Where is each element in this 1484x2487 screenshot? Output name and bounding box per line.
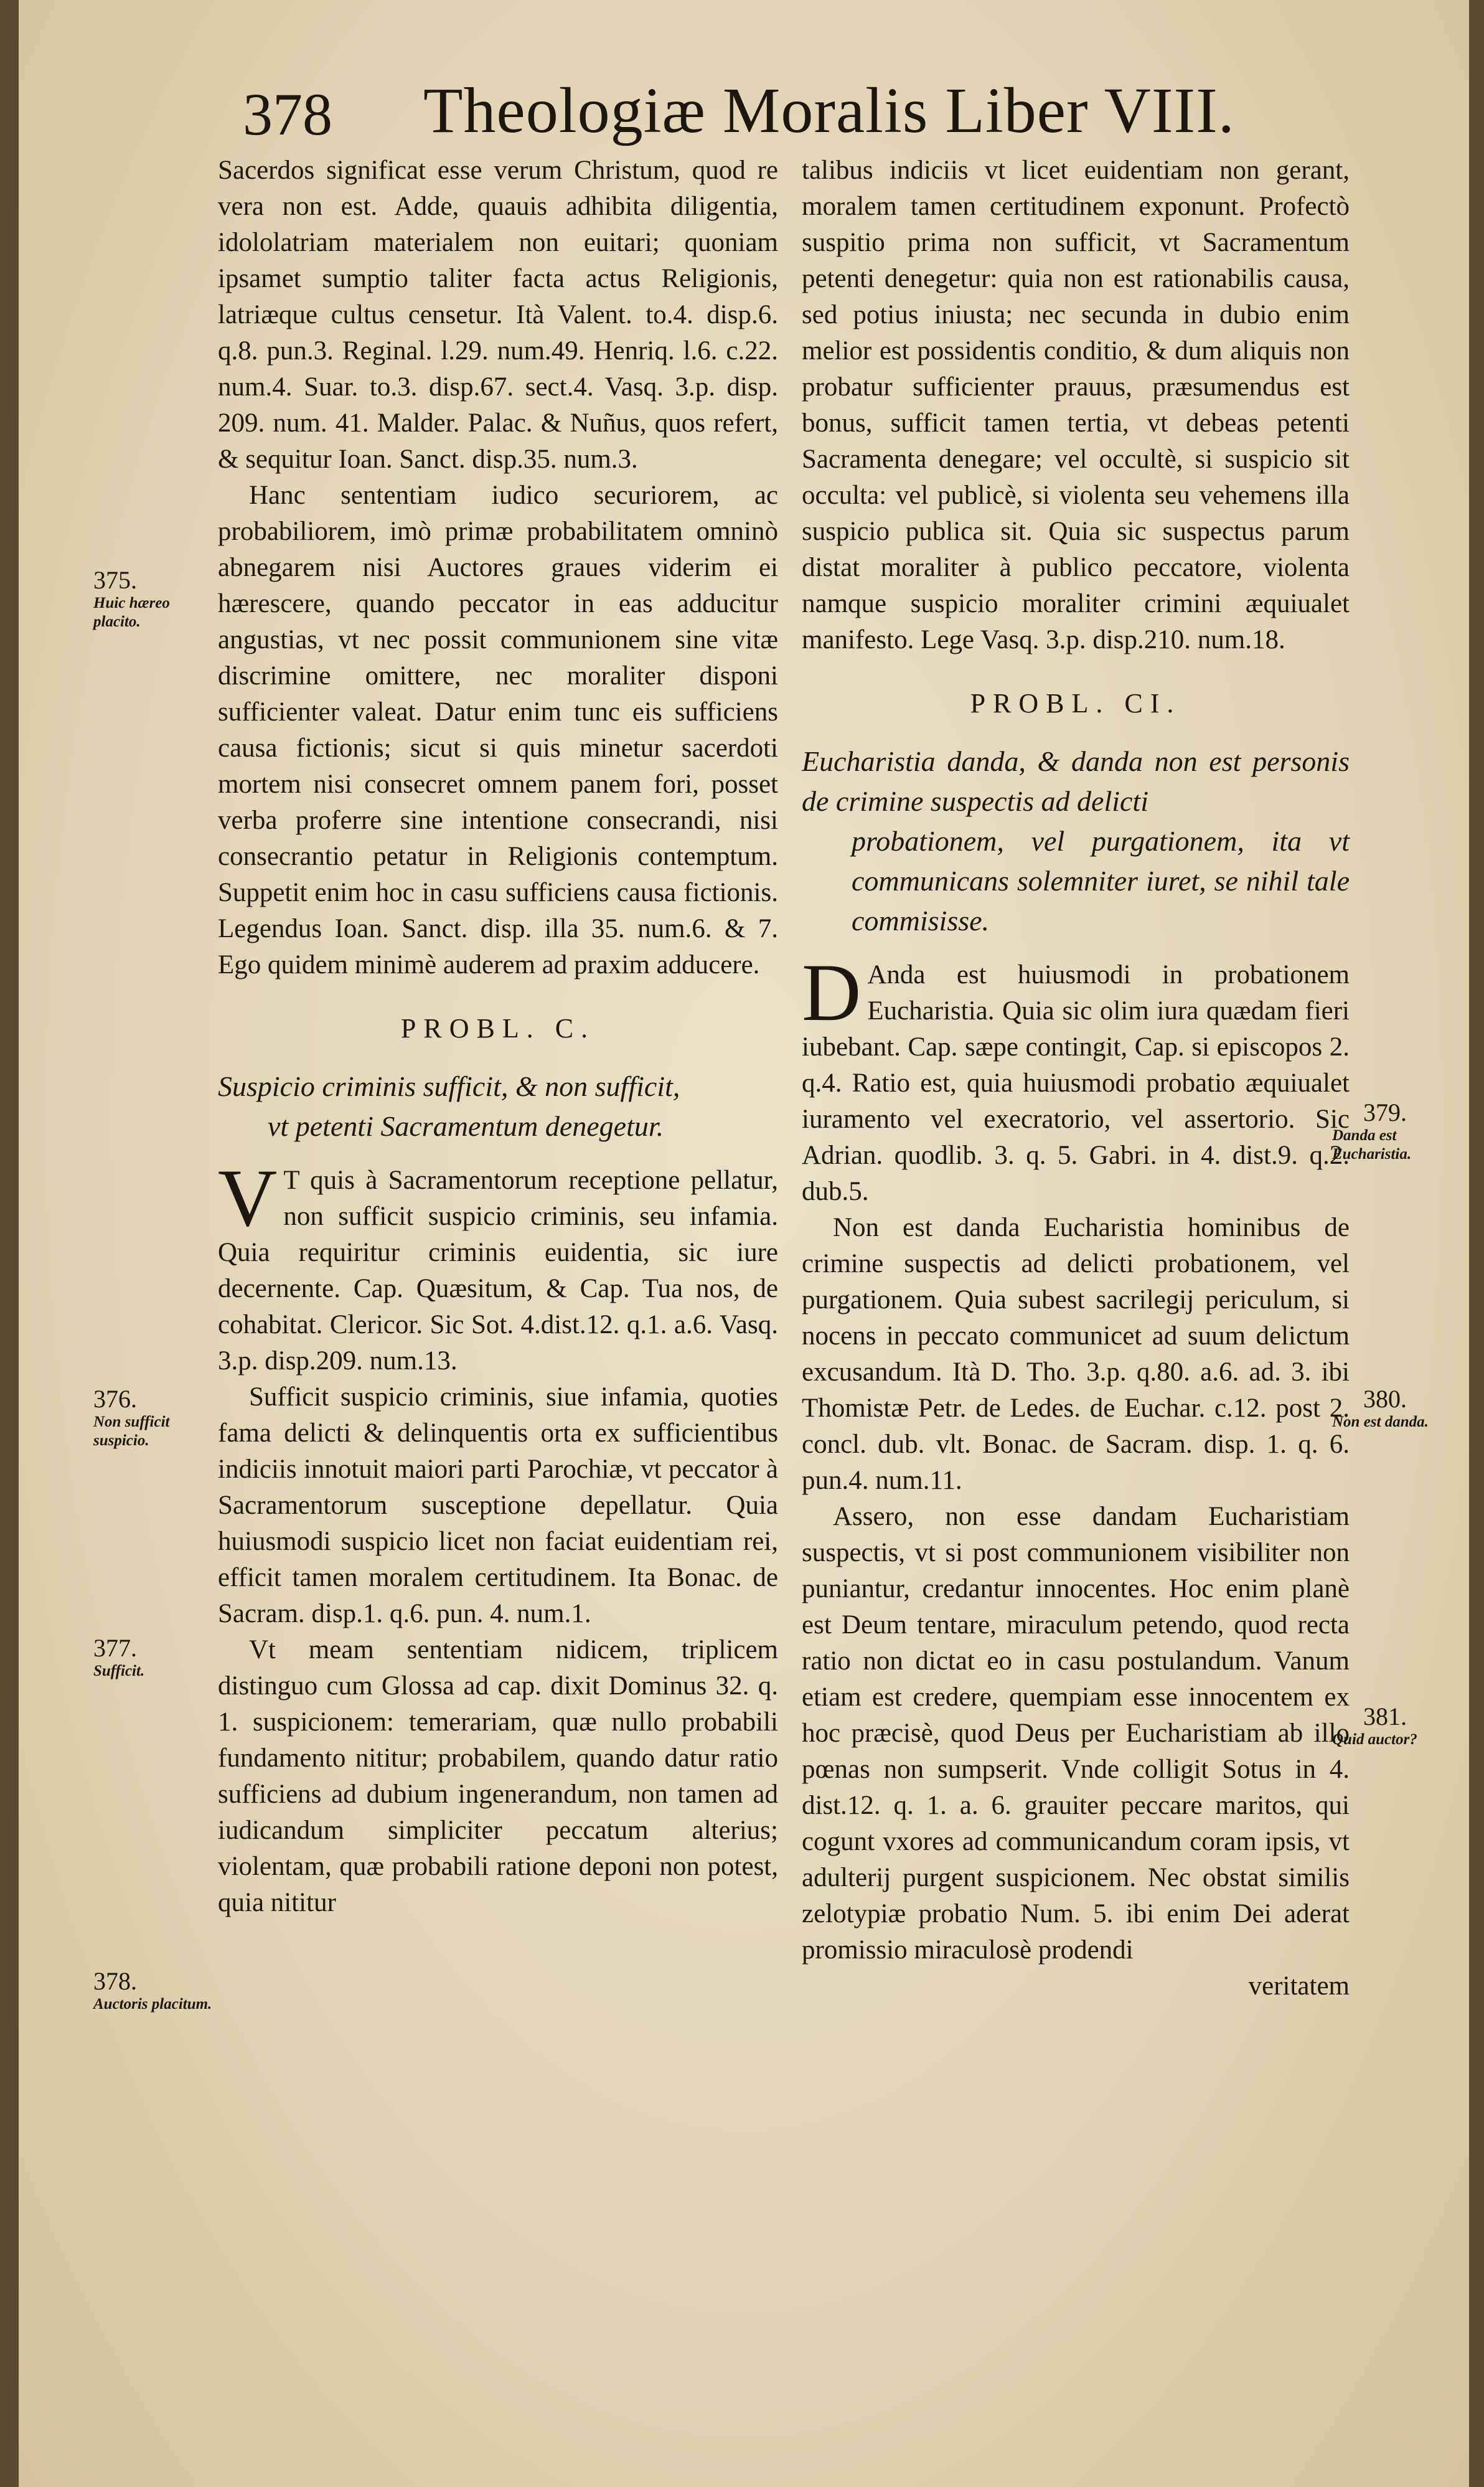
- drop-cap: D: [802, 946, 862, 1038]
- paragraph-text: Anda est huiusmodi in probationem Eucharistia. Quia sic olim iura quædam fieri iubebant. Cap. sæpe contingit, Cap. si episcopos 2. q.4. Ratio est, quia huiusmodi probatio æquiualet iuramento vel execratorio, vel assertorio. Sic Adrian. quodlib. 3. q. 5. Gabri. in 4. dist.9. q.2. dub.5.: [802, 960, 1350, 1206]
- margin-note-number: 381.: [1363, 1702, 1407, 1730]
- margin-note-number: 378.: [93, 1967, 137, 1995]
- paragraph: Assero, non esse dandam Eucharistiam suspectis, vt si post communionem visibiliter non puniantur, credantur innocentes. Hoc enim planè est Deum tentare, miraculum petendo, quod recta ratio non dictat eo in casu postulandum. Vanum etiam est credere, quempiam esse innocentem ex hoc præcisè, quod Deus per Eucharistiam ab illo pœnas non sumpserit. Vnde colligit Sotus in 4. dist.12. q. 1. a. 6. grauiter peccare maritos, qui cogunt vxores ad communicandum coram ipsis, vt adulterij purgent suspicionem. Nec obstat similis zelotypiæ probatio Num. 5. ibi enim Dei aderat promissio miraculosè prodendi: [802, 1502, 1350, 1965]
- paragraph: Sufficit suspicio criminis, siue infamia, quoties fama delicti & delinquentis orta ex sufficientibus indiciis innotuit maiori parti Parochiæ, vt peccator à Sacramentorum susceptione depellatur. Quia huiusmodi suspicio licet non faciat euidentiam rei, efficit tamen moralem certitudinem. Ita Bonac. de Sacram. disp.1. q.6. pun. 4. num.1.: [218, 1382, 778, 1628]
- catchword: veritatem: [1248, 1971, 1350, 2001]
- problem-title-line: vt petenti Sacramentum denegetur.: [268, 1110, 664, 1142]
- margin-note-375: [93, 567, 218, 631]
- margin-note-number: 376.: [93, 1385, 137, 1413]
- page-header: [224, 73, 1282, 148]
- problem-title-line: Suspicio criminis sufficit, & non sufficit,: [218, 1070, 680, 1102]
- margin-note-number: 375.: [93, 566, 137, 594]
- problem-heading: PROBL. C.: [400, 1013, 596, 1044]
- margin-note-379: [1332, 1099, 1463, 1164]
- margin-note-text: Huic hæreo placito.: [93, 595, 170, 630]
- margin-note-number: 380.: [1363, 1385, 1407, 1413]
- margin-note-377: [93, 1635, 218, 1681]
- margin-note-376: [93, 1385, 218, 1450]
- left-column: [218, 153, 778, 1921]
- paragraph: talibus indiciis vt licet euidentiam non gerant, moralem tamen certitudinem exponunt. Profectò suspitio prima non sufficit, vt Sacramentum petenti denegetur: quia non est rationabilis causa, sed potius iniusta; nec secunda in dubio enim melior est possidentis conditio, & dum aliquis non probatur sufficienter prauus, præsumendus est bonus, sufficit tamen tertia, vt debeas petenti Sacramenta denegare; vel occultè, si suspicio sit occulta: vel publicè, si violenta seu vehemens illa suspicio publica sit. Quia sic suspectus parum distat moraliter à publico peccatore, violenta namque suspicio moraliter crimini æquiualet manifesto. Lege Vasq. 3.p. disp.210. num.18.: [802, 156, 1350, 654]
- problem-title: [218, 1067, 778, 1146]
- margin-note-text: Non sufficit suspicio.: [93, 1413, 170, 1449]
- margin-note-text: Danda est Eucharistia.: [1332, 1127, 1412, 1163]
- page-number: 378: [243, 81, 332, 148]
- margin-note-380: [1332, 1385, 1463, 1432]
- margin-note-number: 377.: [93, 1634, 137, 1662]
- running-title: Theologiæ Moralis Liber VIII.: [423, 75, 1235, 146]
- problem-heading: PROBL. CI.: [970, 688, 1181, 719]
- problem-title-line: Eucharistia danda, & danda non est personis de crimine suspectis ad delicti: [802, 745, 1350, 817]
- book-page: [19, 0, 1469, 2487]
- margin-note-text: Non est danda.: [1332, 1413, 1429, 1430]
- paragraph-text: T quis à Sacramentorum receptione pellatur, non sufficit suspicio criminis, seu infamia. Quia requiritur criminis euidentia, sic iure decernente. Cap. Quæsitum, & Cap. Tua nos, de cohabitat. Clericor. Sic Sot. 4.dist.12. q.1. a.6. Vasq. 3.p. disp.209. num.13.: [218, 1166, 778, 1376]
- problem-title-line: probationem, vel purgationem, ita vt communicans solemniter iuret, se nihil tale commisisse.: [852, 825, 1350, 937]
- paragraph: [802, 946, 1350, 1210]
- paragraph: Sacerdos significat esse verum Christum, quod re vera non est. Adde, quauis adhibita diligentia, idololatriam materialem non euitari; quoniam ipsamet sumptio taliter facta actus Religionis, latriæque cultus censetur. Ità Valent. to.4. disp.6. q.8. pun.3. Reginal. l.29. num.49. Henriq. l.6. c.22. num.4. Suar. to.3. disp.67. sect.4. Vasq. 3.p. disp. 209. num. 41. Malder. Palac. & Nuñus, quos refert, & sequitur Ioan. Sanct. disp.35. num.3.: [218, 156, 778, 474]
- margin-note-text: Quid auctor?: [1332, 1731, 1417, 1748]
- margin-note-text: Sufficit.: [93, 1663, 145, 1679]
- margin-note-378: [93, 1968, 218, 2014]
- margin-note-text: Auctoris placitum.: [93, 1996, 212, 2013]
- paragraph: Non est danda Eucharistia hominibus de crimine suspectis ad delicti probationem, vel purgationem. Quia subest sacrilegij periculum, si nocens in peccato communicet ad suum delictum excusandum. Ità D. Tho. 3.p. q.80. a.6. ad. 3. ibi Thomistæ Petr. de Ledes. de Euchar. c.12. post 2. concl. dub. vlt. Bonac. de Sacram. disp. 1. q. 6. pun.4. num.11.: [802, 1213, 1350, 1495]
- paragraph: [218, 1152, 778, 1379]
- paragraph: Hanc sententiam iudico securiorem, ac probabiliorem, imò primæ probabilitatem omninò abnegarem nisi Auctores graues viderim ei hærescere, quando peccator in eas adducitur angustias, vt nec possit communionem sine vitæ discrimine omittere, nec moraliter disponi sufficienter valeat. Datur enim tunc eis sufficiens causa fictionis; sicut si quis minetur sacerdoti mortem nisi consecret omnem panem fori, posset verba proferre sine intentione consecrandi, nisi consecrantio petatur in Religionis contemptum. Suppetit enim hoc in casu sufficiens causa fictionis. Legendus Ioan. Sanct. disp. illa 35. num.6. & 7. Ego quidem minimè auderem ad praxim adducere.: [218, 481, 778, 979]
- right-column: [802, 153, 1350, 2004]
- margin-note-number: 379.: [1363, 1098, 1407, 1126]
- drop-cap: V: [218, 1152, 278, 1244]
- paragraph: Vt meam sententiam nidicem, triplicem distinguo cum Glossa ad cap. dixit Dominus 32. q. 1. suspicionem: temerariam, quæ nullo probabili fundamento nititur; probabilem, quando datur ratio sufficiens ad dubium ingenerandum, non tamen ad iudicandum simpliciter peccatum alterius; violentam, quæ probabili ratione deponi non potest, quia nititur: [218, 1635, 778, 1917]
- margin-note-381: [1332, 1703, 1463, 1749]
- problem-title: [802, 742, 1350, 941]
